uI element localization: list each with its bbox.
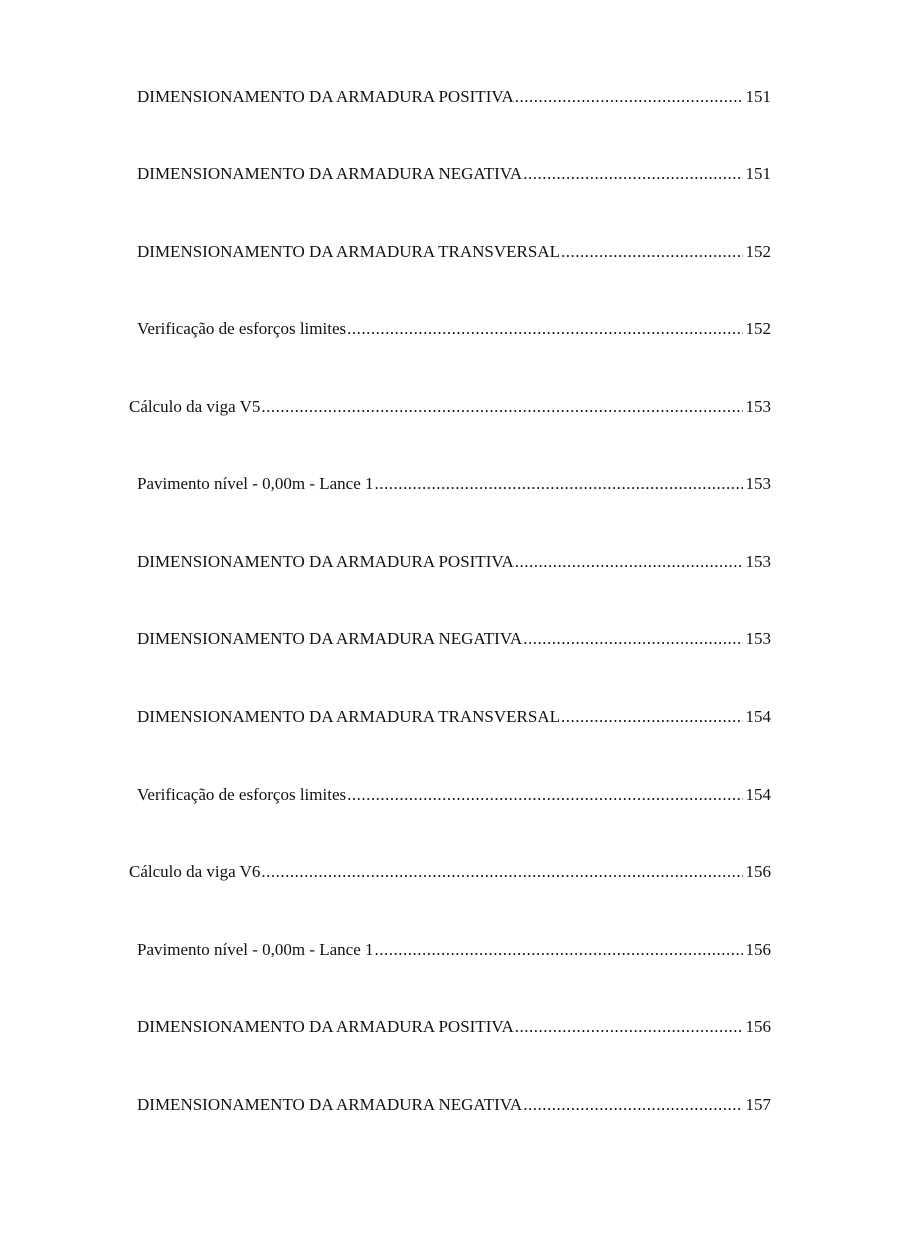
toc-entry-label: DIMENSIONAMENTO DA ARMADURA POSITIVA	[137, 1017, 514, 1036]
toc-entry[interactable]	[137, 552, 771, 572]
toc-entry[interactable]	[137, 707, 771, 727]
toc-entry[interactable]	[137, 785, 771, 805]
toc-entry-label: DIMENSIONAMENTO DA ARMADURA POSITIVA	[137, 552, 514, 571]
toc-entry-label: Pavimento nível - 0,00m - Lance 1	[137, 940, 374, 959]
toc-leader-dots	[523, 164, 742, 184]
toc-page-number: 152	[745, 242, 771, 261]
toc-entry-label: DIMENSIONAMENTO DA ARMADURA TRANSVERSAL	[137, 242, 560, 261]
toc-entry[interactable]	[137, 164, 771, 184]
toc-leader-dots	[261, 862, 742, 882]
toc-entry[interactable]	[137, 474, 771, 494]
toc-page-number: 157	[745, 1095, 771, 1114]
toc-entry-label: DIMENSIONAMENTO DA ARMADURA NEGATIVA	[137, 629, 523, 648]
toc-entry[interactable]	[137, 1095, 771, 1115]
toc-leader-dots	[515, 87, 743, 107]
toc-page-number: 156	[745, 940, 771, 959]
toc-entry-label: DIMENSIONAMENTO DA ARMADURA TRANSVERSAL	[137, 707, 560, 726]
toc-entry-label: Verificação de esforços limites	[137, 319, 347, 338]
toc-entry[interactable]	[137, 87, 771, 107]
toc-page-number: 154	[745, 707, 771, 726]
toc-leader-dots	[347, 319, 742, 339]
toc-page-number: 151	[745, 164, 771, 183]
toc-page-number: 151	[745, 87, 771, 106]
toc-entry[interactable]	[137, 629, 771, 649]
toc-entry[interactable]	[137, 940, 771, 960]
toc-entry-label: Pavimento nível - 0,00m - Lance 1	[137, 474, 374, 493]
toc-page-number: 153	[745, 474, 771, 493]
toc-leader-dots	[561, 707, 743, 727]
toc-page-number: 153	[745, 397, 771, 416]
toc-entry[interactable]	[137, 242, 771, 262]
toc-entry-label: Verificação de esforços limites	[137, 785, 347, 804]
toc-entry[interactable]	[129, 862, 771, 882]
toc-entry[interactable]	[129, 397, 771, 417]
toc-entry-label: Cálculo da viga V6	[129, 862, 261, 881]
toc-entry[interactable]	[137, 319, 771, 339]
toc-leader-dots	[375, 940, 743, 960]
toc-entry-label: DIMENSIONAMENTO DA ARMADURA POSITIVA	[137, 87, 514, 106]
toc-page-number: 154	[745, 785, 771, 804]
toc-entry-label: DIMENSIONAMENTO DA ARMADURA NEGATIVA	[137, 164, 523, 183]
toc-leader-dots	[261, 397, 742, 417]
toc-leader-dots	[523, 629, 742, 649]
toc-page-number: 156	[745, 862, 771, 881]
toc-leader-dots	[347, 785, 742, 805]
toc-page-number: 156	[745, 1017, 771, 1036]
toc-page-number: 152	[745, 319, 771, 338]
toc-leader-dots	[523, 1095, 742, 1115]
toc-entry-label: Cálculo da viga V5	[129, 397, 261, 416]
toc-page-number: 153	[745, 552, 771, 571]
toc-entry-label: DIMENSIONAMENTO DA ARMADURA NEGATIVA	[137, 1095, 523, 1114]
toc-entry[interactable]	[137, 1017, 771, 1037]
toc-page-number: 153	[745, 629, 771, 648]
toc-leader-dots	[515, 552, 743, 572]
toc-leader-dots	[515, 1017, 743, 1037]
toc-leader-dots	[375, 474, 743, 494]
toc-leader-dots	[561, 242, 743, 262]
